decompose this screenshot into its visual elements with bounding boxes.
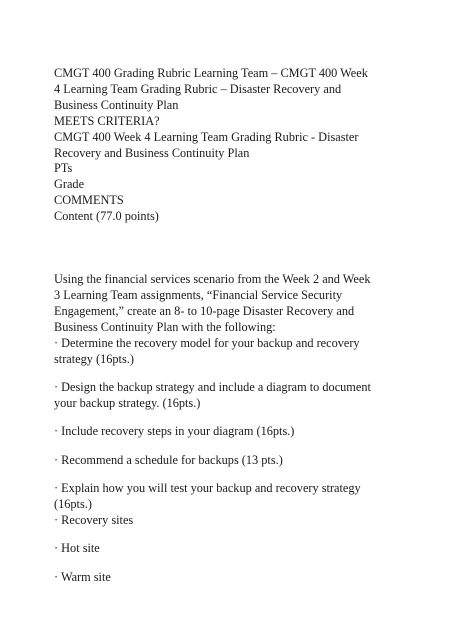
list-item-line: · Warm site bbox=[54, 569, 111, 584]
intro-line: Engagement,” create an 8- to 10-page Disaster Recovery and bbox=[54, 303, 355, 318]
intro-paragraph bbox=[54, 272, 414, 367]
list-item-line: (16pts.) bbox=[54, 497, 92, 512]
list-item-hot-site bbox=[54, 541, 414, 557]
header-line: CMGT 400 Week 4 Learning Team Grading Rubric - Disaster bbox=[54, 129, 359, 144]
list-item-line: your backup strategy. (16pts.) bbox=[54, 395, 201, 410]
list-item-line: · Hot site bbox=[54, 541, 100, 556]
list-item-line: · Recovery sites bbox=[54, 512, 134, 527]
list-item-line: · Explain how you will test your backup and recovery strategy bbox=[54, 481, 361, 496]
header-line: Business Continuity Plan bbox=[54, 97, 179, 112]
header-line: CMGT 400 Grading Rubric Learning Team – CMGT 400 Week bbox=[54, 66, 368, 80]
header-line: Grade bbox=[54, 177, 85, 192]
list-item-schedule bbox=[54, 453, 414, 469]
list-item-warm-site bbox=[54, 570, 414, 586]
intro-line: Business Continuity Plan with the following: bbox=[54, 319, 276, 334]
intro-line: strategy (16pts.) bbox=[54, 351, 134, 366]
list-item-design bbox=[54, 380, 414, 412]
header-line: COMMENTS bbox=[54, 193, 124, 208]
header-line: Content (77.0 points) bbox=[54, 209, 159, 224]
intro-line: · Determine the recovery model for your backup and recovery bbox=[54, 335, 360, 350]
list-item-line: · Include recovery steps in your diagram (16pts.) bbox=[54, 424, 295, 439]
intro-line: Using the financial services scenario from the Week 2 and Week bbox=[54, 272, 371, 287]
list-item-line: · Design the backup strategy and include a diagram to document bbox=[54, 380, 371, 394]
intro-line: 3 Learning Team assignments, “Financial Service Security bbox=[54, 287, 343, 302]
document-page bbox=[54, 66, 414, 586]
list-item-test bbox=[54, 481, 414, 529]
header-block bbox=[54, 66, 414, 225]
header-line: 4 Learning Team Grading Rubric – Disaster Recovery and bbox=[54, 81, 342, 96]
header-line: MEETS CRITERIA? bbox=[54, 113, 160, 128]
header-line: PTs bbox=[54, 161, 73, 176]
header-line: Recovery and Business Continuity Plan bbox=[54, 145, 250, 160]
list-item-steps bbox=[54, 424, 414, 440]
list-item-line: · Recommend a schedule for backups (13 pts.) bbox=[54, 452, 283, 467]
